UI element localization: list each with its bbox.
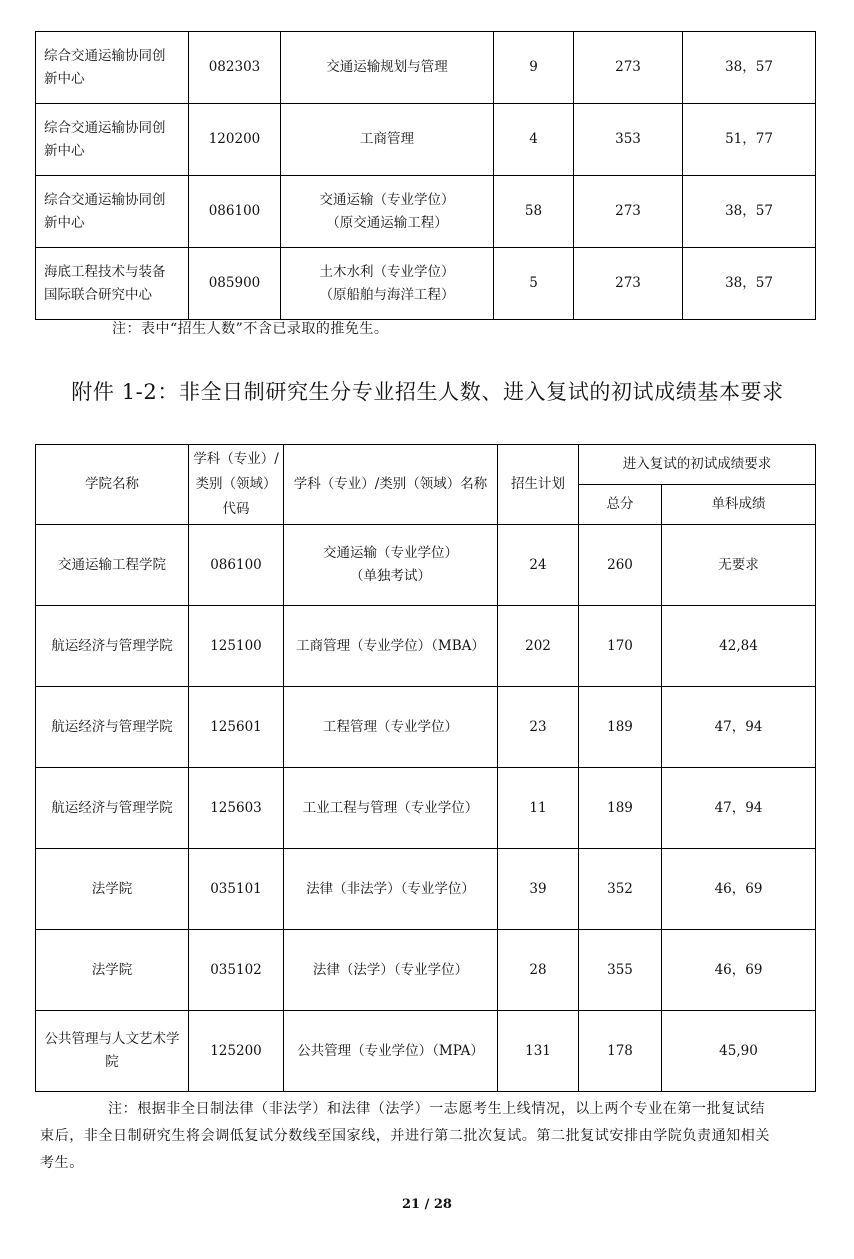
table-row [36,176,816,248]
single-cell: 38，57 [683,32,816,104]
college-cell: 航运经济与管理学院 [36,687,189,768]
college-cell: 航运经济与管理学院 [36,606,189,687]
college-cell: 公共管理与人文艺术学 院 [36,1011,189,1092]
college-cell: 法学院 [36,849,189,930]
table-row [36,849,816,930]
header-college: 学院名称 [36,445,189,525]
single-cell: 47，94 [662,768,816,849]
table-2 [35,444,816,1092]
college-cell: 法学院 [36,930,189,1011]
single-cell: 46，69 [662,930,816,1011]
single-cell: 45,90 [662,1011,816,1092]
total-cell: 273 [574,176,683,248]
major-cell: 交通运输规划与管理 [281,32,494,104]
section-heading: 附件 1-2：非全日制研究生分专业招生人数、进入复试的初试成绩基本要求 [71,380,784,404]
table-row [36,248,816,320]
table-row [36,525,816,606]
single-cell: 42,84 [662,606,816,687]
header-major: 学科（专业）/类别（领域）名称 [284,445,498,525]
major-cell: 公共管理（专业学位）（MPA） [284,1011,498,1092]
plan-cell: 11 [498,768,579,849]
plan-cell: 131 [498,1011,579,1092]
major-cell: 工程管理（专业学位） [284,687,498,768]
college-cell: 航运经济与管理学院 [36,768,189,849]
header-total: 总分 [579,485,662,525]
college-cell: 综合交通运输协同创 新中心 [36,176,189,248]
college-cell: 海底工程技术与装备 国际联合研究中心 [36,248,189,320]
single-cell: 38，57 [683,248,816,320]
major-cell: 交通运输（专业学位） （原交通运输工程） [281,176,494,248]
table-row [36,104,816,176]
total-cell: 353 [574,104,683,176]
major-cell: 工商管理（专业学位）（MBA） [284,606,498,687]
code-cell: 125100 [189,606,284,687]
table-row [36,606,816,687]
college-cell: 综合交通运输协同创 新中心 [36,32,189,104]
single-cell: 47，94 [662,687,816,768]
major-cell: 工商管理 [281,104,494,176]
total-cell: 170 [579,606,662,687]
college-cell: 交通运输工程学院 [36,525,189,606]
header-single: 单科成绩 [662,485,816,525]
total-cell: 355 [579,930,662,1011]
major-cell: 土木水利（专业学位） （原船舶与海洋工程） [281,248,494,320]
plan-cell: 202 [498,606,579,687]
plan-cell: 23 [498,687,579,768]
single-cell: 46，69 [662,849,816,930]
plan-cell: 39 [498,849,579,930]
code-cell: 125603 [189,768,284,849]
plan-cell: 9 [494,32,574,104]
total-cell: 189 [579,768,662,849]
single-cell: 51，77 [683,104,816,176]
single-cell: 无要求 [662,525,816,606]
plan-cell: 58 [494,176,574,248]
header-code: 学科（专业）/ 类别（领域） 代码 [189,445,284,525]
table-header-row [36,445,816,485]
table-2-note: 注：根据非全日制法律（非法学）和法律（法学）一志愿考生上线情况，以上两个专业在第一批复试结束后，非全日制研究生将会调低复试分数线至国家线，并进行第二批次复试。第二批复试安排由学院负责通知相关考生。 [40,1101,770,1171]
code-cell: 035102 [189,930,284,1011]
total-cell: 273 [574,248,683,320]
header-requirements: 进入复试的初试成绩要求 [579,445,816,485]
plan-cell: 28 [498,930,579,1011]
code-cell: 086100 [189,525,284,606]
total-cell: 189 [579,687,662,768]
code-cell: 085900 [189,248,281,320]
code-cell: 120200 [189,104,281,176]
table-row [36,32,816,104]
code-cell: 035101 [189,849,284,930]
code-cell: 086100 [189,176,281,248]
major-cell: 法律（非法学）（专业学位） [284,849,498,930]
plan-cell: 24 [498,525,579,606]
table-1 [35,31,816,320]
table-row [36,930,816,1011]
college-cell: 综合交通运输协同创 新中心 [36,104,189,176]
major-cell: 交通运输（专业学位） （单独考试） [284,525,498,606]
header-plan: 招生计划 [498,445,579,525]
code-cell: 125601 [189,687,284,768]
table-row [36,768,816,849]
table-1-note: 注：表中“招生人数”不含已录取的推免生。 [112,321,389,337]
table-row [36,687,816,768]
total-cell: 178 [579,1011,662,1092]
total-cell: 260 [579,525,662,606]
total-cell: 352 [579,849,662,930]
page-number: 21 / 28 [402,1197,452,1212]
plan-cell: 4 [494,104,574,176]
code-cell: 082303 [189,32,281,104]
major-cell: 工业工程与管理（专业学位） [284,768,498,849]
code-cell: 125200 [189,1011,284,1092]
single-cell: 38，57 [683,176,816,248]
major-cell: 法律（法学）（专业学位） [284,930,498,1011]
plan-cell: 5 [494,248,574,320]
total-cell: 273 [574,32,683,104]
table-row [36,1011,816,1092]
